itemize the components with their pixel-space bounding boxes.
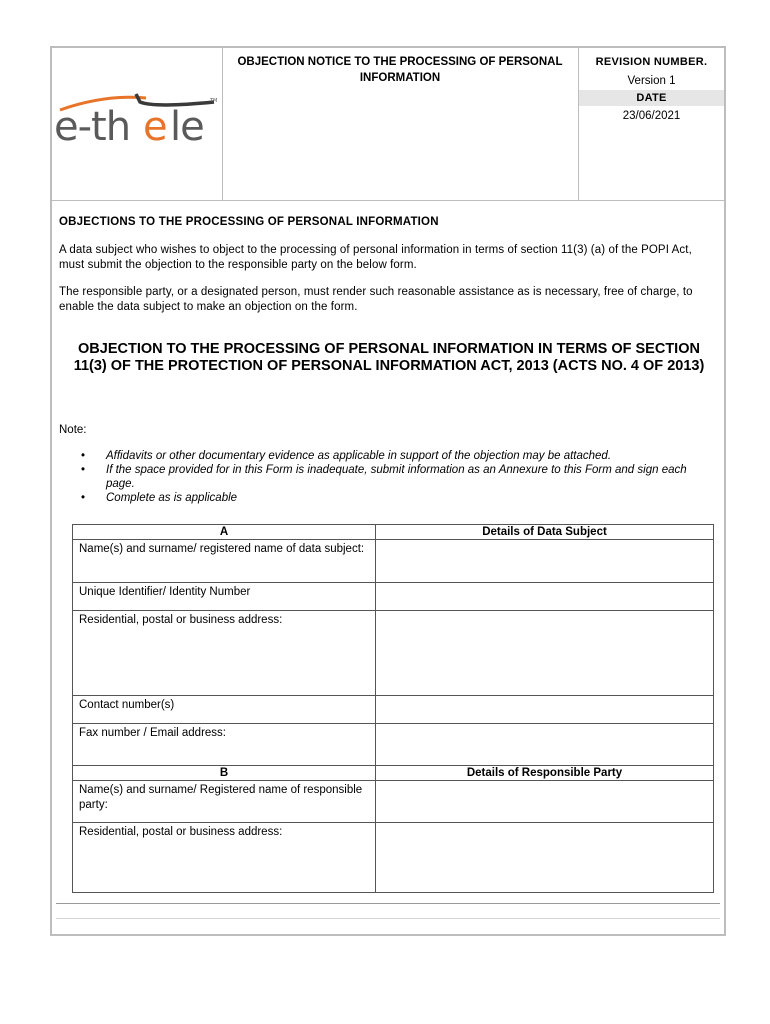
objection-form-table [72, 524, 714, 893]
revision-block [579, 48, 724, 124]
section-a-header-row [73, 525, 714, 540]
document-header [52, 48, 724, 200]
responsible-party-name-field[interactable] [376, 781, 714, 823]
table-row [73, 781, 714, 823]
section-a-title: Details of Data Subject [376, 525, 714, 540]
table-row [73, 611, 714, 696]
form-page [50, 46, 726, 936]
field-label: Name(s) and surname/ Registered name of responsible party: [73, 781, 376, 823]
svg-text:TM: TM [210, 98, 218, 104]
section-b-title: Details of Responsible Party [376, 766, 714, 781]
section-a-letter: A [73, 525, 376, 540]
field-label: Residential, postal or business address: [73, 611, 376, 696]
date-value: 23/06/2021 [622, 110, 681, 122]
table-row [73, 724, 714, 766]
table-row [73, 823, 714, 893]
intro-paragraph: The responsible party, or a designated person, must render such reasonable assistance as is necessary, free of charge, to enable the data subject to make an objection on the form. [59, 286, 693, 313]
bullet-icon: • [81, 464, 86, 476]
note-list [59, 449, 709, 505]
e-thele-logo [54, 88, 220, 148]
note-item: • Complete as is applicable [81, 492, 238, 504]
table-row [73, 583, 714, 611]
fax-email-field[interactable] [376, 724, 714, 766]
intro-paragraph: A data subject who wishes to object to the processing of personal information in terms of section 11(3) (a) of the POPI Act, must submit the objection to the responsible party on the below form. [59, 244, 692, 271]
svg-text:le: le [170, 104, 204, 148]
svg-text:e: e [143, 104, 168, 148]
data-subject-name-field[interactable] [376, 540, 714, 583]
header-divider [222, 48, 223, 200]
date-label: DATE [579, 90, 724, 106]
contact-number-field[interactable] [376, 696, 714, 724]
responsible-party-address-field[interactable] [376, 823, 714, 893]
svg-text:e-th: e-th [54, 104, 131, 148]
table-row [73, 696, 714, 724]
table-row [73, 540, 714, 583]
footer-rule [56, 903, 720, 904]
form-title: OBJECTION TO THE PROCESSING OF PERSONAL INFORMATION IN TERMS OF SECTION 11(3) OF THE PROTECTION OF PERSONAL INFORMATION ACT, 2013 (ACTS NO. 4 OF 2013) [73, 341, 705, 374]
bullet-icon: • [81, 492, 86, 504]
document-title: OBJECTION NOTICE TO THE PROCESSING OF PERSONAL INFORMATION [237, 56, 563, 84]
section-b-letter: B [73, 766, 376, 781]
field-label: Name(s) and surname/ registered name of data subject: [73, 540, 376, 583]
section-b-header-row [73, 766, 714, 781]
note-item: • Affidavits or other documentary evidence as applicable in support of the objection may be attached. [81, 450, 612, 462]
revision-value: Version 1 [627, 75, 676, 87]
section-heading: OBJECTIONS TO THE PROCESSING OF PERSONAL INFORMATION [59, 216, 439, 228]
field-label: Unique Identifier/ Identity Number [73, 583, 376, 611]
note-item: • If the space provided for in this Form is inadequate, submit information as an Annexure to this Form and sign each page. [81, 464, 687, 490]
identity-number-field[interactable] [376, 583, 714, 611]
header-bottom-rule [52, 200, 724, 201]
field-label: Fax number / Email address: [73, 724, 376, 766]
revision-label: REVISION NUMBER. [595, 56, 708, 68]
data-subject-address-field[interactable] [376, 611, 714, 696]
field-label: Contact number(s) [73, 696, 376, 724]
bullet-icon: • [81, 450, 86, 462]
field-label: Residential, postal or business address: [73, 823, 376, 893]
footer-rule [56, 918, 720, 919]
note-label: Note: [59, 424, 87, 436]
